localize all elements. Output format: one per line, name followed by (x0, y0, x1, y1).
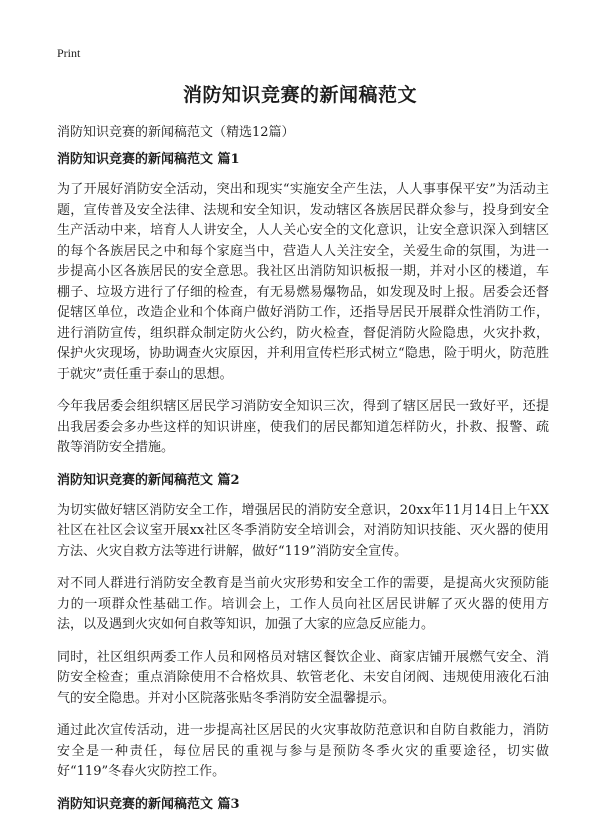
paragraph: 今年我居委会组织辖区居民学习消防安全知识三次，得到了辖区居民一致好平，还提出我居委会多办些这样的知识讲座，使我们的居民都知道怎样防火，扑救、报警、疏散等消防安全措施。 (57, 399, 549, 455)
document-subtitle: 消防知识竞赛的新闻稿范文（精选12篇） (57, 125, 295, 140)
section-2 (57, 471, 549, 783)
document-title: 消防知识竞赛的新闻稿范文 (182, 84, 417, 106)
document-body (57, 150, 549, 825)
section-heading: 消防知识竞赛的新闻稿范文 篇2 (57, 472, 240, 488)
print-label: Print (57, 46, 81, 60)
paragraph: 同时，社区组织两委工作人员和网格员对辖区餐饮企业、商家店铺开展燃气安全、消防安全检查；重点消除使用不合格炊具、软管老化、未安自闭阀、违规使用液化石油气的安全隐患。并对小区院落张贴冬季消防安全温馨提示。 (57, 649, 549, 706)
section-3 (57, 795, 549, 815)
paragraph: 通过此次宣传活动，进一步提高社区居民的火灾事故防范意识和自防自救能力，消防安全是一种责任，每位居民的重视与参与是预防冬季火灾的重要途径，切实做好“119”冬春火灾防控工作。 (57, 723, 549, 779)
section-1 (57, 150, 549, 459)
section-heading: 消防知识竞赛的新闻稿范文 篇3 (57, 796, 240, 812)
paragraph: 为切实做好辖区消防安全工作，增强居民的消防安全意识，20xx年11月14日上午XX社区在社区会议室开展xx社区冬季消防安全培训会，对消防知识技能、灭火器的使用方法、火灾自救方法等进行讲解，做好“119”消防安全宣传。 (57, 502, 549, 559)
paragraph: 对不同人群进行消防安全教育是当前火灾形势和安全工作的需要，是提高火灾预防能力的一项群众性基础工作。培训会上，工作人员向社区居民讲解了灭火器的使用方法，以及遇到火灾如何自救等知识，加强了大家的应急反应能力。 (57, 576, 549, 632)
section-heading: 消防知识竞赛的新闻稿范文 篇1 (57, 152, 240, 167)
paragraph: 为了开展好消防安全活动，突出和现实“实施安全产生法，人人事事保平安”为活动主题，宣传普及安全法律、法规和安全知识，发动辖区各族居民群众参与，投身到安全生产活动中来，培育人人讲安全，人人关心安全的文化意识，让安全意识深入到辖区的每个各族居民之中和每个家庭当中，营造人人关注安全，关爱生命的氛围，为进一步提高小区各族居民的安全意思。我社区出消防知识板报一期，并对小区的楼道，车棚子、垃圾方进行了仔细的检查，有无易燃易爆物品，如发现及时上报。居委会还督促辖区单位，改造企业和个体商户做好消防工作，还指导居民开展群众性消防工作，进行消防宣传，组织群众制定防火公约，防火检查，督促消防火险隐患，火灾扑救，保护火灾现场，协助调查火灾原因，并利用宣传栏形式树立“隐患，险于明火，防范胜于就灾”责任重于泰山的思想。 (57, 182, 549, 382)
